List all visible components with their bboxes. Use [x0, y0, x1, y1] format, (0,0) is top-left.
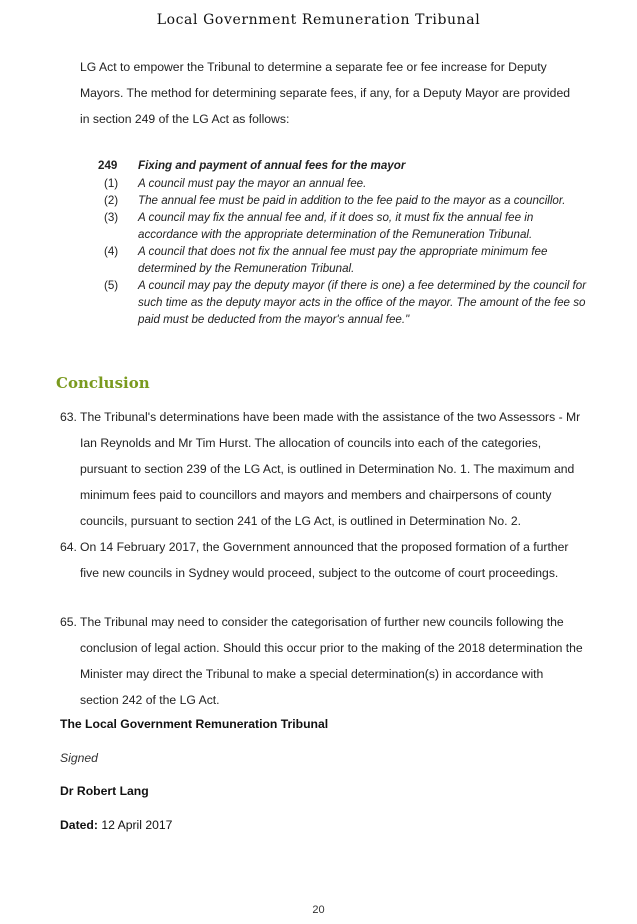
- subsection-number: (4): [104, 245, 119, 258]
- paragraph-text: The Tribunal may need to consider the categorisation of further new councils following the conclusion of legal action. Should this occur prior to the making of the 2018 determination the Minister may direct the Tribunal to make a special determination(s) in accordance with section 242 of the LG Act.: [80, 615, 583, 707]
- page-header: Local Government Remuneration Tribunal: [156, 12, 481, 28]
- date-line: [60, 818, 172, 832]
- subsection-text: A council that does not fix the annual fee must pay the appropriate minimum fee determined by the Remuneration Tribunal.: [138, 245, 548, 275]
- numbered-paragraph: [60, 404, 585, 534]
- signatory-name: Dr Robert Lang: [60, 784, 149, 798]
- page-number: 20: [312, 904, 325, 916]
- intro-paragraph: LG Act to empower the Tribunal to determine a separate fee or fee increase for Deputy Mayors. The method for determining separate fees, if any, for a Deputy Mayor are provided in section 249 of the LG Act as follows:: [80, 60, 570, 126]
- numbered-paragraph: [60, 609, 585, 713]
- subsection-number: (3): [104, 211, 119, 224]
- subsection-number: (5): [104, 279, 119, 292]
- tribunal-name: The Local Government Remuneration Tribunal: [60, 717, 329, 731]
- quote-item: [98, 192, 588, 209]
- numbered-paragraph: [60, 534, 585, 586]
- paragraph-text: The Tribunal's determinations have been made with the assistance of the two Assessors - Mr Ian Reynolds and Mr Tim Hurst. The allocation of councils into each of the categories, pursuant to section 239 of the LG Act, is outlined in Determination No. 1. The maximum and minimum fees paid to councillors and mayors and members and chairpersons of county councils, pursuant to section 241 of the LG Act, is outlined in Determination No. 2.: [80, 410, 581, 528]
- quote-heading: [98, 157, 588, 174]
- dated-label: Dated:: [60, 818, 98, 832]
- paragraph-number: 65.: [60, 615, 77, 629]
- quote-item: [98, 277, 588, 328]
- subsection-number: (1): [104, 177, 119, 190]
- paragraph-number: 63.: [60, 410, 77, 424]
- subsection-text: The annual fee must be paid in addition to the fee paid to the mayor as a councillor.: [138, 194, 566, 207]
- subsection-number: (2): [104, 194, 119, 207]
- paragraph-number: 64.: [60, 540, 77, 554]
- section-number: 249: [98, 159, 118, 172]
- subsection-text: A council may fix the annual fee and, if it does so, it must fix the annual fee in accordance with the appropriate determination of the Remuneration Tribunal.: [138, 211, 534, 241]
- legislation-quote: [98, 157, 588, 328]
- paragraph-text: On 14 February 2017, the Government announced that the proposed formation of a further five new councils in Sydney would proceed, subject to the outcome of court proceedings.: [80, 540, 569, 580]
- conclusion-heading: Conclusion: [56, 374, 150, 392]
- subsection-text: A council must pay the mayor an annual fee.: [138, 177, 367, 190]
- signed-label: Signed: [60, 751, 98, 765]
- subsection-text: A council may pay the deputy mayor (if there is one) a fee determined by the council for such time as the deputy mayor acts in the office of the mayor. The amount of the fee so paid must be deducted from the mayor's annual fee.": [138, 279, 587, 326]
- dated-value: 12 April 2017: [101, 818, 173, 832]
- quote-item: [98, 243, 588, 277]
- quote-item: [98, 209, 588, 243]
- quote-item: [98, 175, 588, 192]
- section-title: Fixing and payment of annual fees for the mayor: [138, 159, 406, 172]
